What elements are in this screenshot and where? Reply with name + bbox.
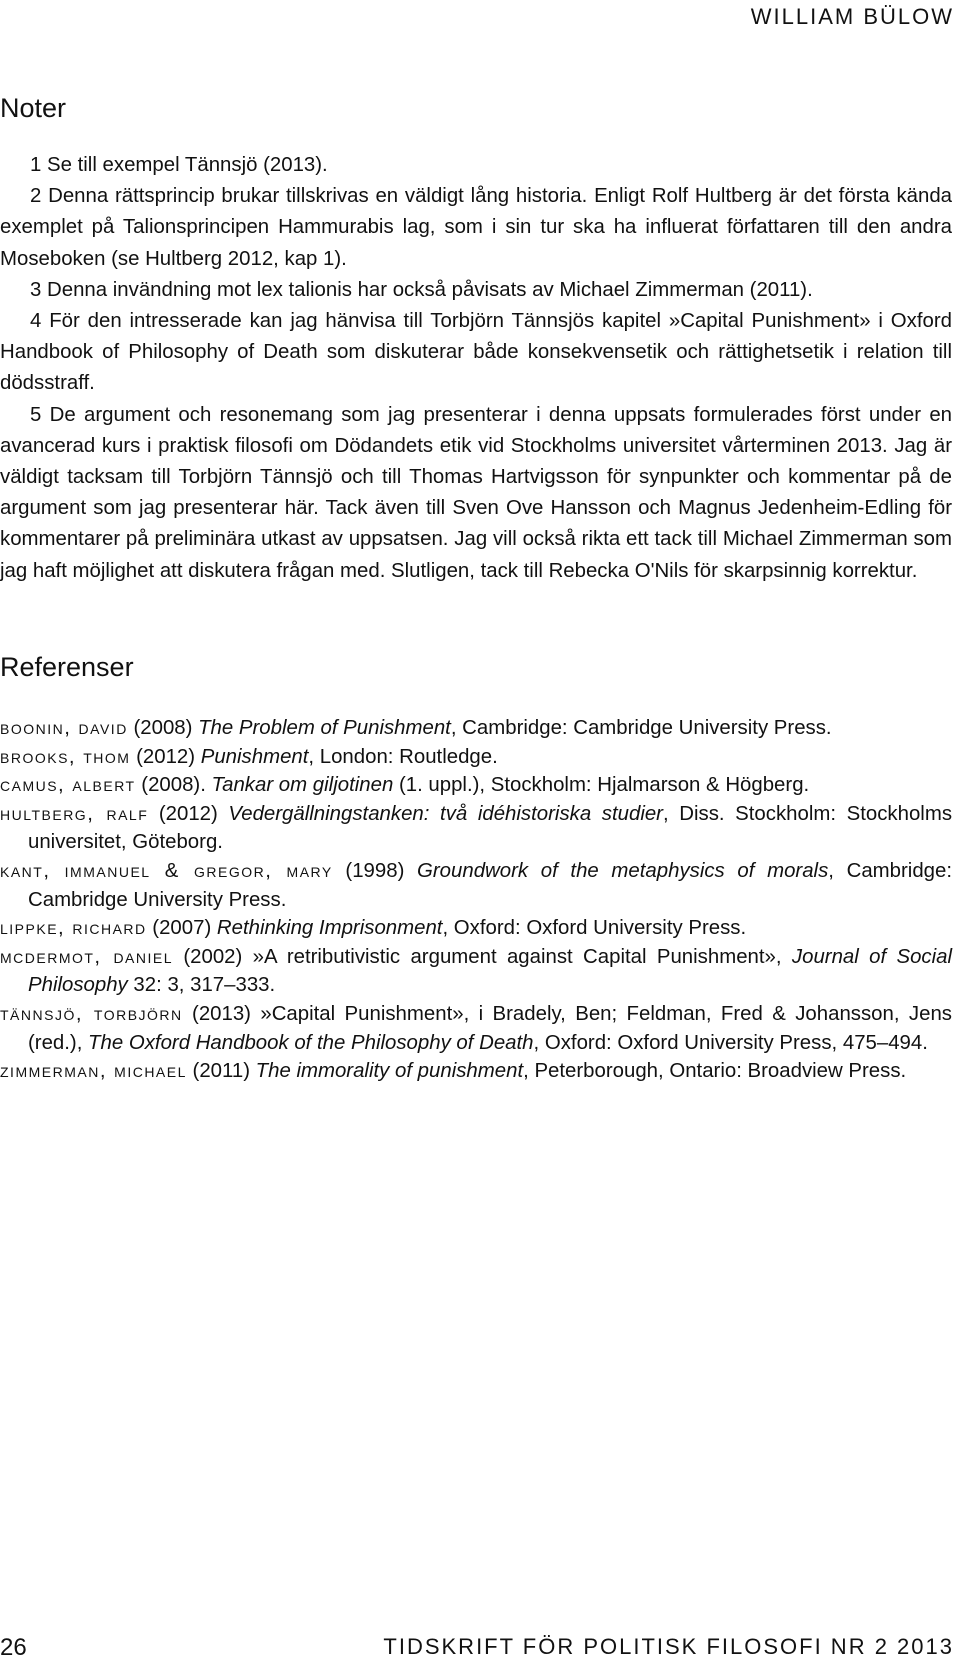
reference-entry <box>0 914 952 943</box>
reference-year: (1998) <box>332 859 418 882</box>
reference-author: camus, albert <box>0 774 136 797</box>
note-1: 1 Se till exempel Tännsjö (2013). <box>30 154 328 176</box>
reference-year: (2012) <box>148 802 229 825</box>
notes-list <box>0 150 952 587</box>
reference-publisher: 32: 3, 317–333. <box>127 974 276 997</box>
reference-title: Vedergällningstanken: två idéhistoriska studier <box>228 802 663 825</box>
reference-author: kant, immanuel & gregor, mary <box>0 859 333 882</box>
reference-title: Tankar om giljotinen <box>211 774 394 797</box>
reference-entry <box>0 943 952 1000</box>
reference-author: lippke, richard <box>0 917 147 940</box>
reference-publisher: , London: Routledge. <box>308 745 498 768</box>
reference-publisher: , Diss. Stockholm: Stockholms universitet, Göteborg. <box>28 802 953 854</box>
reference-publisher: , Oxford: Oxford University Press, 475–494. <box>533 1031 928 1054</box>
reference-title: The Oxford Handbook of the Philosophy of Death <box>88 1031 534 1054</box>
reference-year: (2012) <box>130 745 201 768</box>
reference-entry <box>0 1057 952 1086</box>
reference-title: The Problem of Punishment <box>198 717 451 739</box>
reference-year: (2002) »A retributivistic argument against Capital Punishment», <box>173 945 792 968</box>
reference-entry <box>0 857 952 914</box>
reference-publisher: (1. uppl.), Stockholm: Hjalmarson & Högberg. <box>393 774 810 797</box>
running-footer-journal: TIDSKRIFT FÖR POLITISK FILOSOFI NR 2 2013 <box>383 1634 954 1659</box>
page-number: 26 <box>0 1634 27 1661</box>
reference-year: (2007) <box>146 917 217 940</box>
reference-publisher: , Cambridge: Cambridge University Press. <box>450 717 832 739</box>
reference-title: Punishment <box>200 745 309 768</box>
note-3: 3 Denna invändning mot lex talionis har också påvisats av Michael Zimmerman (2011). <box>30 278 813 301</box>
reference-entry <box>0 771 952 800</box>
reference-author: hultberg, ralf <box>0 802 149 825</box>
reference-entry <box>0 714 952 743</box>
reference-author: tännsjö, torbjörn <box>0 1002 183 1025</box>
reference-author: zimmerman, michael <box>0 1060 187 1083</box>
reference-title: Journal of Social Philosophy <box>28 945 953 997</box>
reference-author: mcdermot, daniel <box>0 945 174 968</box>
reference-author: brooks, thom <box>0 745 131 768</box>
reference-entry <box>0 1000 952 1057</box>
reference-year: (2008) <box>127 717 199 739</box>
running-header-author: WILLIAM BÜLOW <box>750 4 954 29</box>
reference-year: (2011) <box>186 1060 256 1083</box>
references-list <box>0 714 952 1086</box>
reference-publisher: , Cambridge: Cambridge University Press. <box>28 859 953 911</box>
references-heading: Referenser <box>0 652 134 682</box>
note-5: 5 De argument och resonemang som jag presenterar i denna uppsats formulerades först under en avancerad kurs i praktisk filosofi om Dödandets etik vid Stockholms universitet vårterminen 2013. Jag är väldigt tacksam till Torbjörn Tännsjö och till Thomas Hartvigsson för synpunkter och kommentar på de argument som jag presenterar här. Tack även till Sven Ove Hansson och Magnus Jedenheim-Edling för kommentarer på preliminära utkast av uppsatsen. Jag vill också rikta ett tack till Michael Zimmerman som jag haft möjlighet att diskutera frågan med. Slutligen, tack till Rebecka O'Nils för skarpsinnig korrektur. <box>0 403 952 582</box>
reference-publisher: , Oxford: Oxford University Press. <box>442 917 747 940</box>
note-4: 4 För den intresserade kan jag hänvisa till Torbjörn Tännsjös kapitel »Capital Punishment» i Oxford Handbook of Philosophy of Death som diskuterar både konsekvensetik och rättighetsetik i relation till dödsstraff. <box>0 310 952 395</box>
reference-year: (2008). <box>135 774 212 797</box>
reference-title: Groundwork of the metaphysics of morals <box>417 859 829 882</box>
notes-heading: Noter <box>0 93 67 123</box>
reference-title: Rethinking Imprisonment <box>216 917 443 940</box>
reference-entry <box>0 743 952 772</box>
reference-title: The immorality of punishment <box>255 1060 524 1083</box>
reference-author: boonin, david <box>0 717 128 739</box>
reference-entry <box>0 800 952 857</box>
note-2: 2 Denna rättsprincip brukar tillskrivas en väldigt lång historia. Enligt Rolf Hultberg är det första kända exemplet på Talionsprincipen Hammurabis lag, som i sin tur ska ha influerat författaren till den andra Moseboken (se Hultberg 2012, kap 1). <box>0 185 952 270</box>
reference-year: (2013) »Capital Punishment», i Bradely, Ben; Feldman, Fred & Johansson, Jens (red.), <box>28 1002 952 1054</box>
reference-publisher: , Peterborough, Ontario: Broadview Press. <box>523 1060 907 1083</box>
